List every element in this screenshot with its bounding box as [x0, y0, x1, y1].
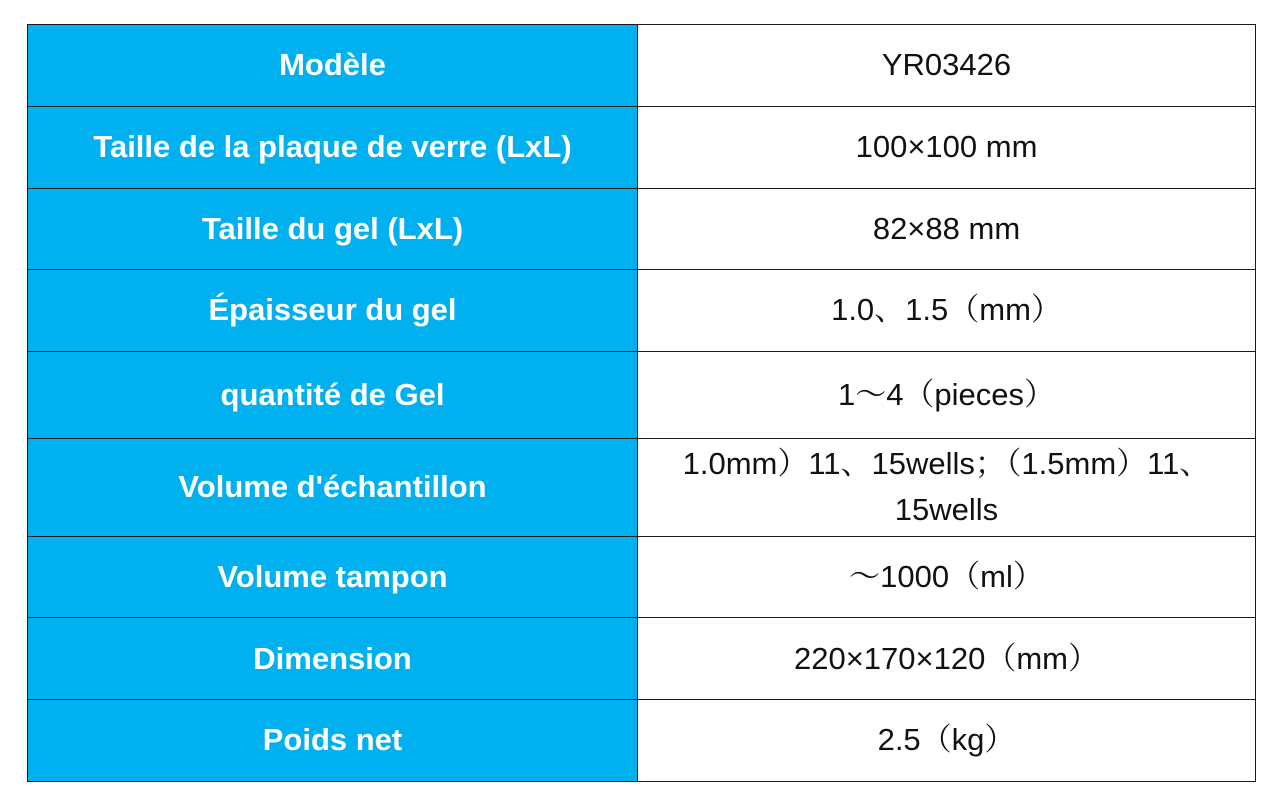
table-row	[28, 438, 1256, 536]
table-row	[28, 106, 1256, 188]
spec-label: Épaisseur du gel	[28, 270, 638, 352]
table-row	[28, 270, 1256, 352]
spec-value: 82×88 mm	[638, 188, 1256, 270]
spec-label: Poids net	[28, 700, 638, 782]
spec-label: Volume tampon	[28, 536, 638, 618]
spec-label: Dimension	[28, 618, 638, 700]
spec-label: Taille de la plaque de verre (LxL)	[28, 106, 638, 188]
spec-value: 1～4（pieces）	[638, 352, 1256, 439]
table-row	[28, 700, 1256, 782]
table-row	[28, 25, 1256, 107]
spec-value: YR03426	[638, 25, 1256, 107]
spec-value: 100×100 mm	[638, 106, 1256, 188]
table-row	[28, 352, 1256, 439]
spec-value: 1.0mm）11、15wells；（1.5mm）11、15wells	[638, 438, 1256, 536]
spec-label: quantité de Gel	[28, 352, 638, 439]
spec-label: Modèle	[28, 25, 638, 107]
spec-label: Volume d'échantillon	[28, 438, 638, 536]
spec-value: 220×170×120（mm）	[638, 618, 1256, 700]
spec-label: Taille du gel (LxL)	[28, 188, 638, 270]
spec-table	[27, 24, 1256, 782]
table-row	[28, 188, 1256, 270]
spec-value: 2.5（kg）	[638, 700, 1256, 782]
table-row	[28, 536, 1256, 618]
table-row	[28, 618, 1256, 700]
spec-value: 1.0、1.5（mm）	[638, 270, 1256, 352]
spec-value: ～1000（ml）	[638, 536, 1256, 618]
